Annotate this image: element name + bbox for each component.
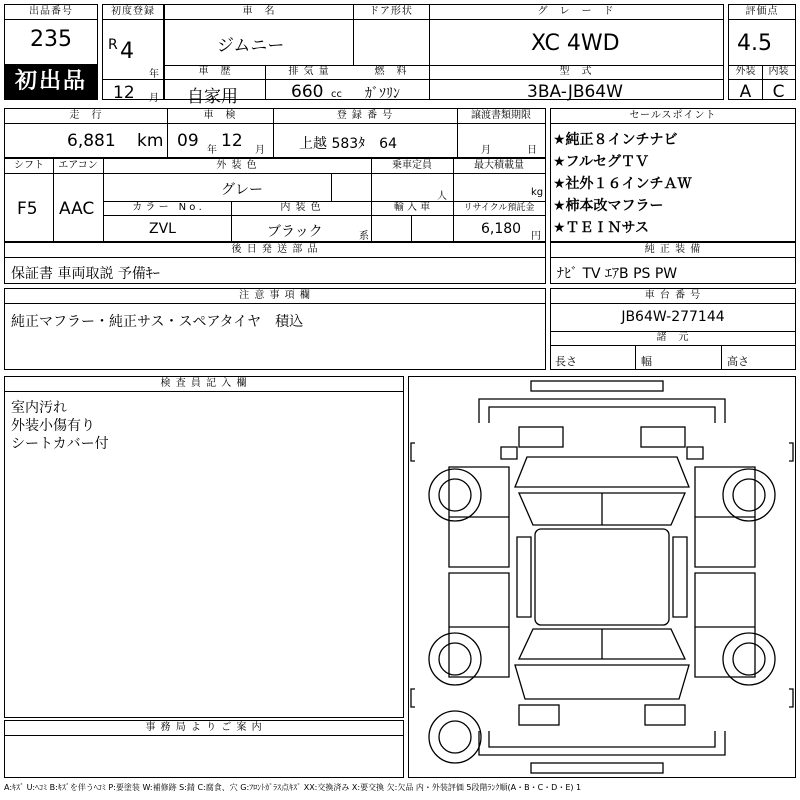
score-label: 評価点	[729, 5, 795, 20]
width-label: 幅	[641, 355, 652, 368]
later-parts-box	[4, 242, 546, 284]
displacement-label: 排 気 量	[265, 65, 353, 80]
exterior-grade-label: 外装	[729, 65, 762, 80]
inspection-month-unit: 月	[255, 145, 265, 156]
sales-point-item: ★ＴＥＩＮサス	[553, 220, 649, 236]
vehicle-info-grid	[164, 4, 724, 107]
first-registration-box	[102, 4, 164, 104]
history-value: 自家用	[187, 87, 238, 107]
plate-label: 登 録 番 号	[273, 109, 457, 124]
ext-color-label: 外 装 色	[103, 159, 371, 174]
genuine-equip-label: 純 正 装 備	[551, 243, 795, 258]
max-load-label: 最大積載量	[453, 159, 545, 174]
fuel-label: 燃 料	[353, 65, 429, 80]
inspector-note: 外装小傷有り	[11, 418, 95, 434]
mileage-label: 走 行	[5, 109, 167, 124]
door-label: ドア形状	[353, 5, 429, 20]
history-label: 車 歴	[165, 65, 265, 80]
transfer-day: 日	[527, 145, 537, 156]
inspection-label: 車 検	[167, 109, 273, 124]
car-name-label: 車 名	[165, 5, 353, 20]
dimensions-label: 諸 元	[551, 331, 795, 346]
capacity-label: 乗車定員	[371, 159, 453, 174]
color-spec-row	[4, 158, 546, 242]
genuine-equip-box	[550, 242, 796, 284]
interior-grade-label: 内装	[762, 65, 795, 80]
year-value: 4	[120, 39, 134, 64]
km-unit: km	[137, 131, 164, 151]
office-label: 事 務 局 よ り ご 案 内	[5, 721, 403, 736]
car-name-value: ジムニー	[217, 36, 285, 56]
sales-point-item: ★フルセグＴＶ	[553, 154, 649, 170]
legend-text: A:ｷｽﾞ U:ﾍｺﾐ B:ｷｽﾞを伴うﾍｺﾐ P:要塗装 W:補修跡 S:錆 C:腐食、穴 G:ﾌﾛﾝﾄｶﾞﾗｽ点ｷｽﾞ XX:交換済み X:要交換 欠:欠品 内・外装評価 5段階ﾗﾝｸ順(A・B・C・D・E) 1	[4, 783, 582, 792]
recycle-value: 6,180	[481, 221, 522, 237]
inspector-note: シートカバー付	[11, 436, 109, 452]
height-label: 高さ	[727, 355, 749, 368]
plate-value: 上越 583ﾀ 64	[299, 136, 397, 152]
sales-point-item: ★純正８インチナビ	[553, 132, 678, 148]
inspector-label: 検 査 員 記 入 欄	[5, 377, 403, 392]
month-unit: 月	[149, 93, 159, 104]
later-parts-value: 保証書 車両取説 予備ｷｰ	[11, 266, 160, 282]
transfer-doc-label: 譲渡書類期限	[457, 109, 545, 124]
first-registration-label: 初度登録	[103, 5, 163, 20]
model-label: 型 式	[429, 65, 723, 80]
later-parts-label: 後 日 発 送 部 品	[5, 243, 545, 258]
inspection-year-value: 09	[177, 131, 199, 151]
import-label: 輸 入 車	[371, 201, 453, 216]
yen-unit: 円	[531, 231, 541, 242]
chassis-box	[550, 288, 796, 370]
era-value: R	[108, 37, 118, 53]
shift-value: F5	[17, 199, 38, 219]
displacement-value: 660	[291, 82, 324, 102]
inspector-note: 室内汚れ	[11, 400, 67, 416]
sales-points-box	[550, 108, 796, 242]
person-unit: 人	[437, 191, 447, 202]
inspection-year-unit: 年	[207, 145, 217, 156]
notes-value: 純正マフラー・純正サス・スペアタイヤ 積込	[11, 314, 304, 330]
registration-row	[4, 108, 546, 158]
score-value: 4.5	[737, 31, 772, 56]
int-color-value: ブラック	[267, 224, 323, 240]
shift-label: シフト	[5, 159, 53, 174]
lot-number-value: 235	[30, 27, 72, 52]
notes-label: 注 意 事 項 欄	[5, 289, 545, 304]
aircon-label: エアコン	[53, 159, 103, 174]
aircon-value: AAC	[59, 199, 95, 219]
notes-box	[4, 288, 546, 370]
year-unit: 年	[149, 69, 159, 80]
ext-color-value: グレー	[221, 182, 263, 198]
kg-unit: kg	[531, 187, 544, 198]
cc-unit: cc	[331, 89, 342, 100]
first-listing-badge	[4, 64, 98, 100]
recycle-label: リサイクル預託金	[453, 201, 545, 216]
genuine-equip-value: ﾅﾋﾞ TV ｴｱB PS PW	[557, 266, 678, 282]
sales-point-item: ★柿本改マフラー	[553, 198, 664, 214]
score-box	[728, 4, 796, 100]
inspector-box	[4, 376, 404, 718]
model-value: 3BA-JB64W	[527, 82, 623, 102]
color-suffix: 系	[359, 231, 369, 242]
sales-point-item: ★社外１６インチＡＷ	[553, 176, 692, 192]
month-value: 12	[113, 83, 135, 103]
car-diagram	[409, 377, 795, 777]
inspection-month-value: 12	[221, 131, 243, 151]
fuel-value: ｶﾞｿﾘﾝ	[365, 86, 400, 102]
int-color-label: 内 装 色	[231, 201, 371, 216]
office-box	[4, 720, 404, 778]
grade-value: XC 4WD	[531, 31, 620, 56]
transfer-month: 月	[481, 145, 491, 156]
exterior-grade-value: A	[739, 82, 752, 102]
length-label: 長さ	[555, 355, 577, 368]
lot-number-label: 出品番号	[5, 5, 97, 20]
mileage-value: 6,881	[67, 131, 116, 151]
grade-label: グ レ ー ド	[429, 5, 723, 20]
sales-points-label: セールスポイント	[551, 109, 795, 124]
car-diagram-box	[408, 376, 796, 778]
interior-grade-value: C	[772, 82, 785, 102]
chassis-label: 車 台 番 号	[551, 289, 795, 304]
color-no-value: ZVL	[149, 221, 176, 237]
first-listing-text: 初出品	[14, 69, 87, 94]
color-no-label: カ ラ ー N o .	[103, 201, 231, 216]
chassis-value: JB64W-277144	[621, 309, 725, 325]
